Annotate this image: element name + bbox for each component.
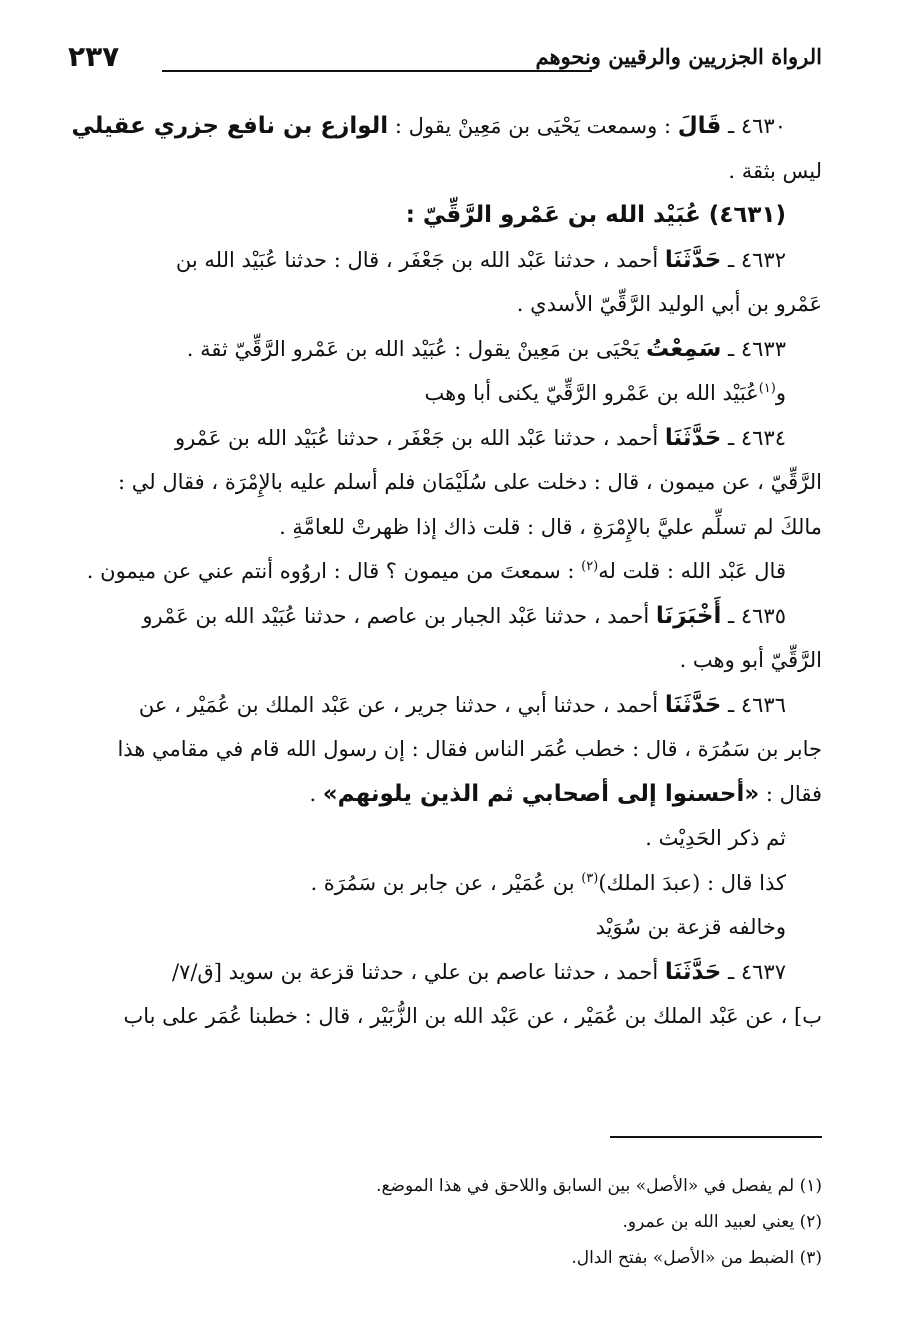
- body-text: [68, 104, 822, 1039]
- text-line: ثم ذكر الحَدِيْث .: [645, 826, 786, 850]
- text-line: ب] ، عن عَبْد الملك بن عُمَيْر ، عن عَبْد الله بن الزُّبَيْر ، قال : خطبنا عُمَر على باب: [123, 1004, 822, 1028]
- hadith-quote: «أحسنوا إلى أصحابي ثم الذين يلونهم»: [322, 780, 760, 807]
- entry-number: ٤٦٣٣ ـ: [721, 336, 786, 361]
- text-fragment: قال عَبْد الله : قلت له: [598, 559, 786, 583]
- entry-text: أحمد ، حدثنا عَبْد الجبار بن عاصم ، حدثنا عُبَيْد الله بن عَمْرو: [142, 603, 656, 628]
- keyword: سَمِعْتُ: [645, 335, 722, 362]
- text-fragment: .: [309, 781, 323, 806]
- text-line: [68, 772, 822, 817]
- keyword: حَدَّثَنَا: [664, 424, 722, 451]
- page-header: [68, 40, 822, 90]
- text-line: [68, 861, 822, 906]
- entry-4635: [68, 594, 822, 639]
- keyword: حَدَّثَنَا: [664, 691, 722, 718]
- text-fragment: : سمعتَ من ميمون ؟ قال : اروُوه أنتم عني عن ميمون .: [86, 559, 582, 583]
- entry-4634: [68, 416, 822, 461]
- footnote-3: (٣) الضبط من «الأصل» بفتح الدال.: [571, 1248, 822, 1268]
- footnotes: [68, 1168, 822, 1276]
- running-title: الرواة الجزريين والرقيين ونحوهم: [535, 44, 822, 69]
- page-number: ٢٣٧: [68, 40, 120, 73]
- entry-number: ٤٦٣٧ ـ: [721, 959, 786, 984]
- footnote-1: (١) لم يفصل في «الأصل» بين السابق واللاحق في هذا الموضع.: [376, 1176, 822, 1196]
- entry-4637: [68, 950, 822, 995]
- heading-text: (٤٦٣١) عُبَيْد الله بن عَمْرو الرَّقِّيّ :: [405, 202, 786, 228]
- highlight-text: الوازع بن نافع جزري عقيلي: [71, 113, 389, 139]
- text-line: ليس بثقة .: [728, 158, 822, 183]
- entry-number: ٤٦٣٠ ـ: [721, 114, 786, 138]
- entry-text: أحمد ، حدثنا أبي ، حدثنا جرير ، عن عَبْد الملك بن عُمَيْر ، عن: [138, 692, 665, 717]
- text-line: مالكَ لم تسلِّم عليَّ بالإِمْرَةِ ، قال : قلت ذاك إذا ظهرتْ للعامَّةِ .: [279, 514, 822, 539]
- entry-number: ٤٦٣٦ ـ: [721, 692, 786, 717]
- text-line: عَمْرو بن أبي الوليد الرَّقِّيّ الأسدي .: [516, 292, 822, 316]
- text-fragment: بن عُمَيْر ، عن جابر بن سَمُرَة .: [310, 870, 582, 895]
- footnote-ref: (٢): [581, 559, 599, 574]
- text-fragment: عُبَيْد الله بن عَمْرو الرَّقِّيّ يكنى أبا وهب: [424, 381, 759, 405]
- text-fragment: كذا قال : (عبدَ الملك): [598, 870, 786, 895]
- entry-number: ٤٦٣٢ ـ: [721, 247, 786, 272]
- entry-text: يَحْيَى بن مَعِينْ يقول : عُبَيْد الله بن عَمْرو الرَّقِّيّ ثقة .: [186, 336, 646, 361]
- entry-4633: [68, 327, 822, 372]
- entry-text: أحمد ، حدثنا عَبْد الله بن جَعْفَر ، حدثنا عُبَيْد الله بن عَمْرو: [174, 425, 665, 450]
- text-line: الرَّقِّيّ ، عن ميمون ، قال : دخلت على سُلَيْمَان فلم أسلم عليه بالإِمْرَة ، فقال لي :: [118, 470, 822, 494]
- text-line: جابر بن سَمُرَة ، قال : خطب عُمَر الناس فقال : إن رسول الله قام في مقامي هذا: [117, 737, 822, 761]
- text-fragment: فقال :: [759, 781, 822, 806]
- keyword: حَدَّثَنَا: [664, 246, 722, 273]
- text-line: الرَّقِّيّ أبو وهب .: [679, 648, 822, 672]
- text-line: [68, 371, 822, 416]
- section-heading-4631: [68, 193, 822, 238]
- keyword: قَالَ: [677, 113, 722, 139]
- entry-4632: [68, 238, 822, 283]
- footnote-ref: (١): [758, 381, 776, 396]
- entry-text: أحمد ، حدثنا عاصم بن علي ، حدثنا قزعة بن سويد [ق/٧/: [171, 959, 665, 984]
- entry-4630: [68, 104, 822, 149]
- text-line: وخالفه قزعة بن سُوَيْد: [595, 915, 786, 939]
- entry-text: : وسمعت يَحْيَى بن مَعِينْ يقول :: [388, 114, 678, 138]
- keyword: حَدَّثَنَا: [664, 958, 722, 985]
- text-line: [68, 549, 822, 594]
- footnote-2: (٢) يعني لعبيد الله بن عمرو.: [622, 1212, 822, 1232]
- text-fragment: و: [775, 381, 786, 405]
- header-rule: [162, 70, 592, 72]
- entry-4636: [68, 683, 822, 728]
- entry-number: ٤٦٣٤ ـ: [721, 425, 786, 450]
- footnote-rule: [610, 1136, 822, 1138]
- keyword: أَخْبَرَنَا: [655, 602, 722, 629]
- entry-text: أحمد ، حدثنا عَبْد الله بن جَعْفَر ، قال : حدثنا عُبَيْد الله بن: [175, 247, 665, 272]
- entry-number: ٤٦٣٥ ـ: [721, 603, 786, 628]
- footnote-ref: (٣): [581, 870, 599, 886]
